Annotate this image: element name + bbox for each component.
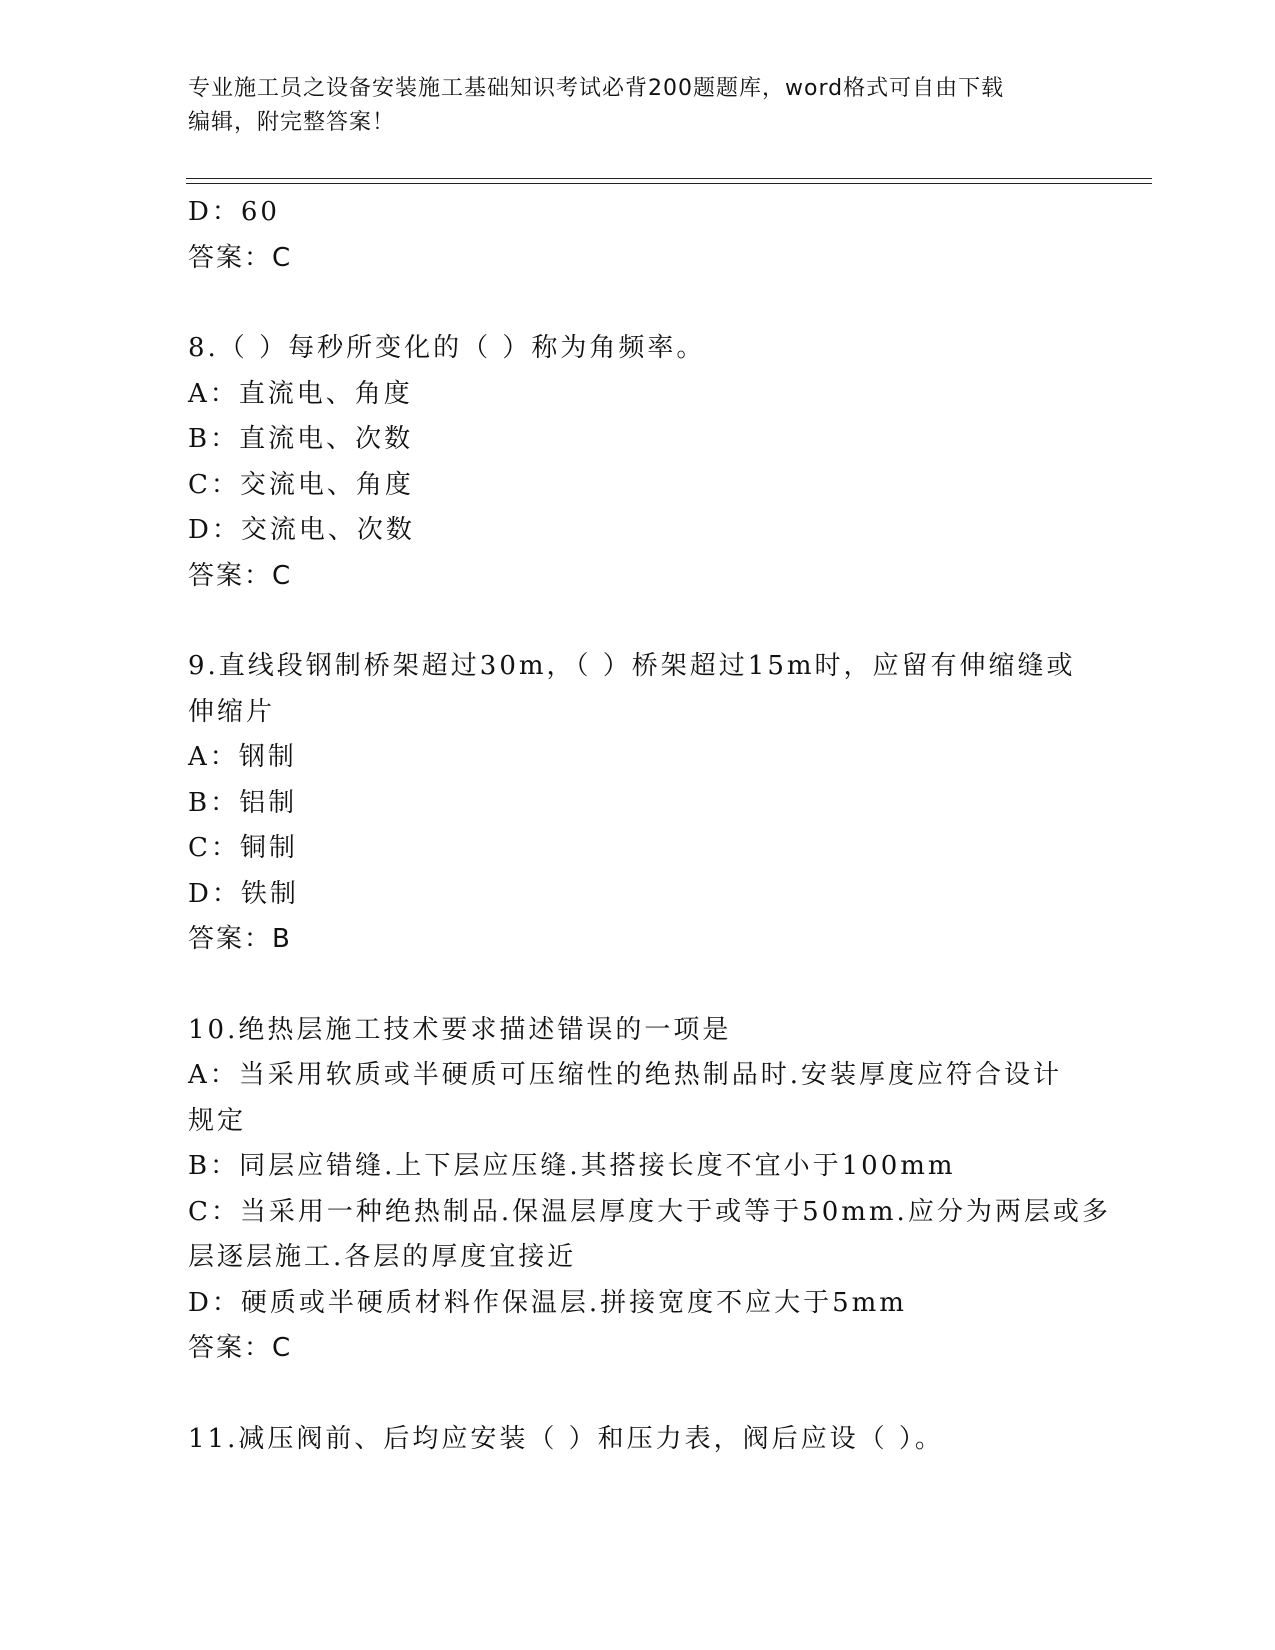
page-header bbox=[188, 72, 1068, 140]
question-11 bbox=[188, 1417, 1088, 1463]
question-9-option-b: B：铝制 bbox=[188, 787, 298, 818]
question-9-option-a: A：钢制 bbox=[188, 742, 297, 772]
question-9-option-c: C：铜制 bbox=[188, 833, 298, 863]
spacer bbox=[188, 1372, 1088, 1417]
spacer bbox=[188, 281, 1088, 326]
question-10-answer: 答案：C bbox=[188, 1333, 293, 1363]
question-8 bbox=[188, 326, 1088, 599]
question-8-option-d: D：交流电、次数 bbox=[188, 515, 415, 545]
question-10-option-c-line1: C：当采用一种绝热制品.保温层厚度大于或等于50mm.应分为两层或多 bbox=[188, 1196, 1111, 1227]
question-10 bbox=[188, 1008, 1111, 1372]
question-7-answer: 答案：C bbox=[188, 242, 293, 273]
header-title-line1: 专业施工员之设备安装施工基础知识考试必背200题题库，word格式可自由下载 bbox=[188, 76, 1005, 101]
question-7 bbox=[188, 190, 1088, 281]
question-8-option-a: A：直流电、角度 bbox=[188, 378, 413, 409]
header-divider-top bbox=[186, 178, 1152, 179]
question-9-text-line2: 伸缩片 bbox=[188, 696, 276, 727]
question-10-option-c-line2: 层逐层施工.各层的厚度宜接近 bbox=[188, 1242, 577, 1272]
spacer bbox=[188, 963, 1088, 1008]
question-10-option-d: D：硬质或半硬质材料作保温层.拼接宽度不应大于5mm bbox=[188, 1287, 907, 1318]
question-9 bbox=[188, 644, 1088, 963]
question-10-text: 10.绝热层施工技术要求描述错误的一项是 bbox=[188, 1014, 732, 1045]
question-7-option-d: D：60 bbox=[188, 197, 280, 227]
question-10-option-a-line2: 规定 bbox=[188, 1105, 247, 1136]
question-8-answer: 答案：C bbox=[188, 560, 293, 591]
spacer bbox=[188, 599, 1088, 644]
question-9-answer: 答案：B bbox=[188, 924, 292, 954]
document-body bbox=[188, 190, 1111, 1462]
question-10-option-b: B：同层应错缝.上下层应压缝.其搭接长度不宜小于100mm bbox=[188, 1151, 956, 1181]
question-9-option-d: D：铁制 bbox=[188, 878, 299, 909]
question-8-option-b: B：直流电、次数 bbox=[188, 424, 414, 454]
header-title-line2: 编辑，附完整答案！ bbox=[188, 110, 396, 135]
question-10-option-a-line1: A：当采用软质或半硬质可压缩性的绝热制品时.安装厚度应符合设计 bbox=[188, 1060, 1063, 1090]
question-8-text: 8.（ ）每秒所变化的（ ）称为角频率。 bbox=[188, 333, 706, 363]
question-9-text-line1: 9.直线段钢制桥架超过30m，（ ）桥架超过15m时，应留有伸缩缝或 bbox=[188, 651, 1076, 681]
question-8-option-c: C：交流电、角度 bbox=[188, 469, 414, 500]
question-11-text: 11.减压阀前、后均应安装（ ）和压力表，阀后应设（ ）。 bbox=[188, 1423, 944, 1454]
header-divider-bottom bbox=[186, 183, 1152, 184]
